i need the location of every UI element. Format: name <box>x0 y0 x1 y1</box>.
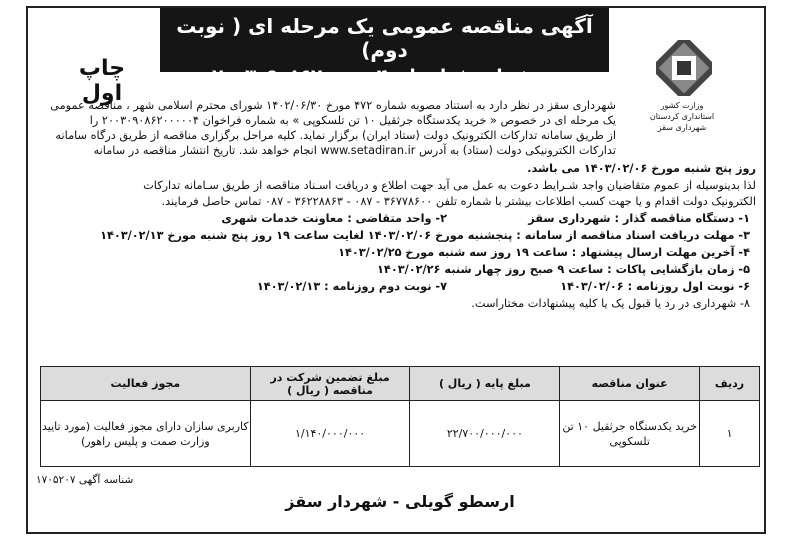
item-second-publication: ۷- نوبت دوم روزنامه : ۱۴۰۳/۰۲/۱۳ <box>256 280 447 293</box>
item-applicant-unit: ۲- واحد متقاضی : معاونت خدمات شهری <box>221 212 447 225</box>
notice-id: شناسه آگهی ۱۷۰۵۲۰۷ <box>36 474 134 486</box>
table-header: مبلغ تضمین شرکت در مناقصه ( ریال ) <box>250 367 410 401</box>
item-submission-deadline: ۴- آخرین مهلت ارسال پیشنهاد : ساعت ۱۹ روز سه شنبه مورخ ۱۴۰۳/۰۲/۲۵ <box>338 246 750 259</box>
table-cell: ۱/۱۴۰/۰۰۰/۰۰۰ <box>250 401 410 467</box>
body-line: شهرداری سقز در نظر دارد به استناد مصوبه شماره ۴۷۲ مورخ ۱۴۰۲/۰۶/۳۰ شورای محترم اسلامی شهر ، مناقصه عمومی <box>50 99 616 112</box>
table-header-row <box>41 367 760 401</box>
municipality-emblem-icon <box>656 40 712 96</box>
org-info <box>622 100 742 133</box>
item-opening-time: ۵- زمان بازگشایی پاکات : ساعت ۹ صبح روز چهار شنبه ۱۴۰۳/۰۲/۲۶ <box>377 263 750 276</box>
table-header: مبلغ پایه ( ریال ) <box>410 367 560 401</box>
item-organizer: ۱- دستگاه مناقصه گذار : شهرداری سقز <box>528 212 750 225</box>
table-cell: خرید یکدستگاه جرثقیل ۱۰ تن تلسکوپی <box>560 401 700 467</box>
item-document-deadline: ۳- مهلت دریافت اسناد مناقصه از سامانه : پنجشنبه مورخ ۱۴۰۳/۰۲/۰۶ لغایت ساعت ۱۹ روز پنج شنبه مورخ ۱۴۰۳/۰۲/۱۳ <box>100 229 750 242</box>
tender-table <box>40 366 760 467</box>
notice-header <box>160 8 609 87</box>
notice-title: آگهی مناقصه عمومی یک مرحله ای ( نوبت دوم) <box>176 14 593 62</box>
print-label: چاپ اول <box>78 56 126 106</box>
org-ministry: وزارت کشور <box>660 101 704 110</box>
body-line: الکترونیک دولت اقدام و یا جهت کسب اطلاعات بیشتر با شماره تلفن ۳۶۷۷۸۶۰۰ - ۰۸۷ - ۳۶۲۲۸۸۶۳ - ۰۸۷ تماس حاصل فرمایند. <box>161 195 756 208</box>
table-header: عنوان مناقصه <box>560 367 700 401</box>
body-line: روز پنج شنبه مورخ ۱۴۰۳/۰۲/۰۶ می باشد. <box>527 162 756 175</box>
item-reservation: ۸- شهرداری در رد یا قبول یک یا کلیه پیشنهادات مختاراست. <box>471 297 750 310</box>
body-line: از طریق سامانه تدارکات الکترونیک دولت (ستاد ایران) برگزار نماید. کلیه مراحل برگزاری مناقصه از طریق درگاه سامانه <box>55 129 616 142</box>
table-header: ردیف <box>700 367 760 401</box>
table-cell: ۱ <box>700 401 760 467</box>
notice-call-number: به شماره فراخوان ۲۰۰۳۰۹۰۸۶۲۰۰۰۰۰۴ <box>212 66 557 87</box>
body-line: تدارکات الکترونیکی دولت (ستاد) به آدرس www.setadiran.ir انجام خواهد شد. تاریخ انتشار مناقصه در سامانه <box>93 144 616 157</box>
org-municipality: شهرداری سقز <box>657 123 707 132</box>
body-line: یک مرحله ای در خصوص « خرید یکدستگاه جرثقیل ۱۰ تن تلسکوپی » به شماره فراخوان ۲۰۰۳۰۹۰۸۶۲۰۰۰۰۰۴ را <box>89 114 616 127</box>
signer: ارسطو گویلی - شهردار سقز <box>285 492 515 511</box>
table-cell: ۲۲/۷۰۰/۰۰۰/۰۰۰ <box>410 401 560 467</box>
item-first-publication: ۶- نوبت اول روزنامه : ۱۴۰۳/۰۲/۰۶ <box>560 280 750 293</box>
table-row <box>41 401 760 467</box>
table-header: مجوز فعالیت <box>41 367 251 401</box>
table-cell: کاربری سازان دارای مجوز فعالیت (مورد تایید وزارت صمت و پلیس راهور) <box>41 401 251 467</box>
org-governorate: استانداری کردستان <box>649 112 715 121</box>
body-line: لذا بدینوسیله از عموم متقاضیان واجد شـرایط دعوت به عمل می آید جهت اطلاع و دریافت اسـناد مناقصه از طریق سـامانه تدارکات <box>143 179 756 192</box>
